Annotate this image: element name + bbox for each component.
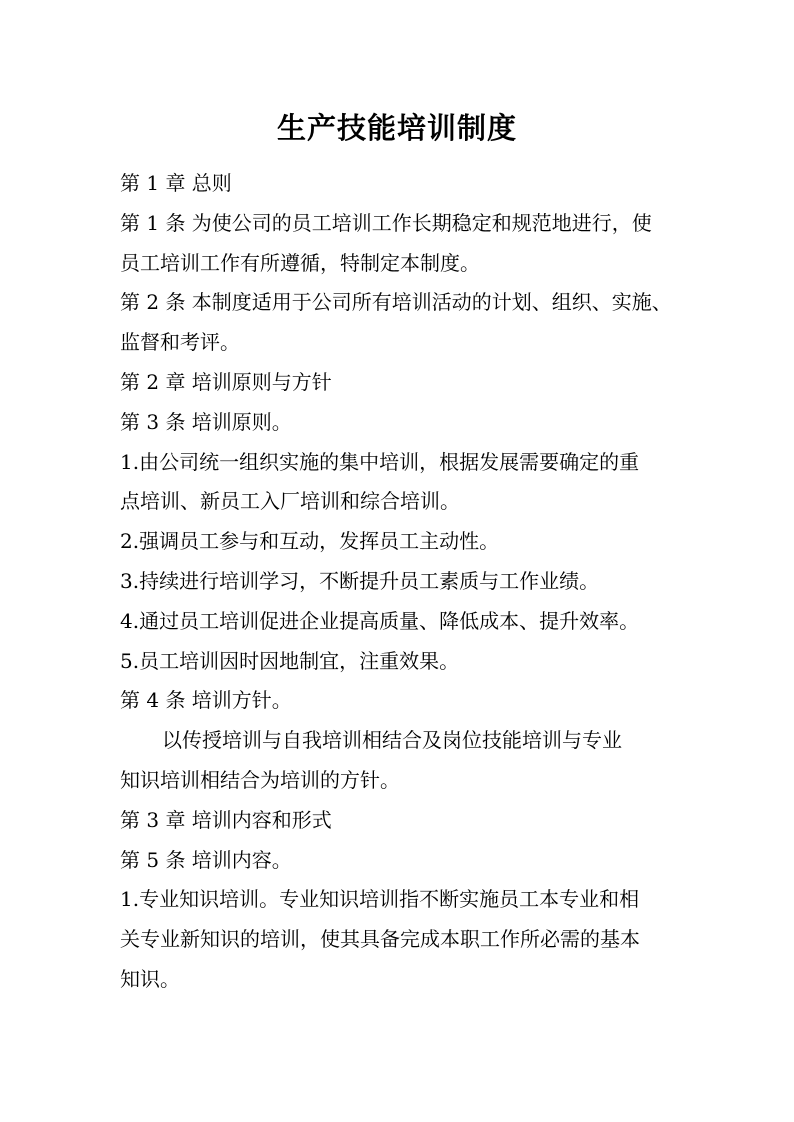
- principle-1-line-1: 1.由公司统一组织实施的集中培训，根据发展需要确定的重: [120, 449, 640, 474]
- principle-2: 2.强调员工参与和互动，发挥员工主动性。: [120, 529, 500, 554]
- chapter-3-heading: 第 3 章 培训内容和形式: [120, 807, 332, 832]
- document-title: 生产技能培训制度: [276, 111, 517, 145]
- policy-paragraph-line-1: 以传授培训与自我培训相结合及岗位技能培训与专业: [162, 728, 622, 753]
- article-1-line-1: 第 1 条 为使公司的员工培训工作长期稳定和规范地进行，使: [120, 210, 652, 235]
- chapter-2-heading: 第 2 章 培训原则与方针: [120, 369, 332, 394]
- content-1-line-2: 关专业新知识的培训，使其具备完成本职工作所必需的基本: [120, 927, 640, 952]
- article-1-line-2: 员工培训工作有所遵循，特制定本制度。: [120, 250, 480, 275]
- article-4-heading: 第 4 条 培训方针。: [120, 688, 292, 713]
- chapter-1-heading: 第 1 章 总则: [120, 171, 232, 195]
- principle-5: 5.员工培训因时因地制宜，注重效果。: [120, 648, 460, 673]
- principle-4: 4.通过员工培训促进企业提高质量、降低成本、提升效率。: [120, 608, 640, 633]
- document-body: [120, 164, 690, 1000]
- article-5-heading: 第 5 条 培训内容。: [120, 847, 292, 872]
- principle-1-line-2: 点培训、新员工入厂培训和综合培训。: [120, 489, 460, 514]
- article-3-heading: 第 3 条 培训原则。: [120, 409, 292, 434]
- content-1-line-1: 1.专业知识培训。专业知识培训指不断实施员工本专业和相: [120, 887, 640, 912]
- principle-3: 3.持续进行培训学习，不断提升员工素质与工作业绩。: [120, 568, 600, 593]
- policy-paragraph-line-2: 知识培训相结合为培训的方针。: [120, 767, 400, 792]
- article-2-line-2: 监督和考评。: [120, 330, 240, 355]
- content-1-line-3: 知识。: [120, 966, 180, 991]
- article-2-line-1: 第 2 条 本制度适用于公司所有培训活动的计划、组织、实施、: [120, 290, 672, 315]
